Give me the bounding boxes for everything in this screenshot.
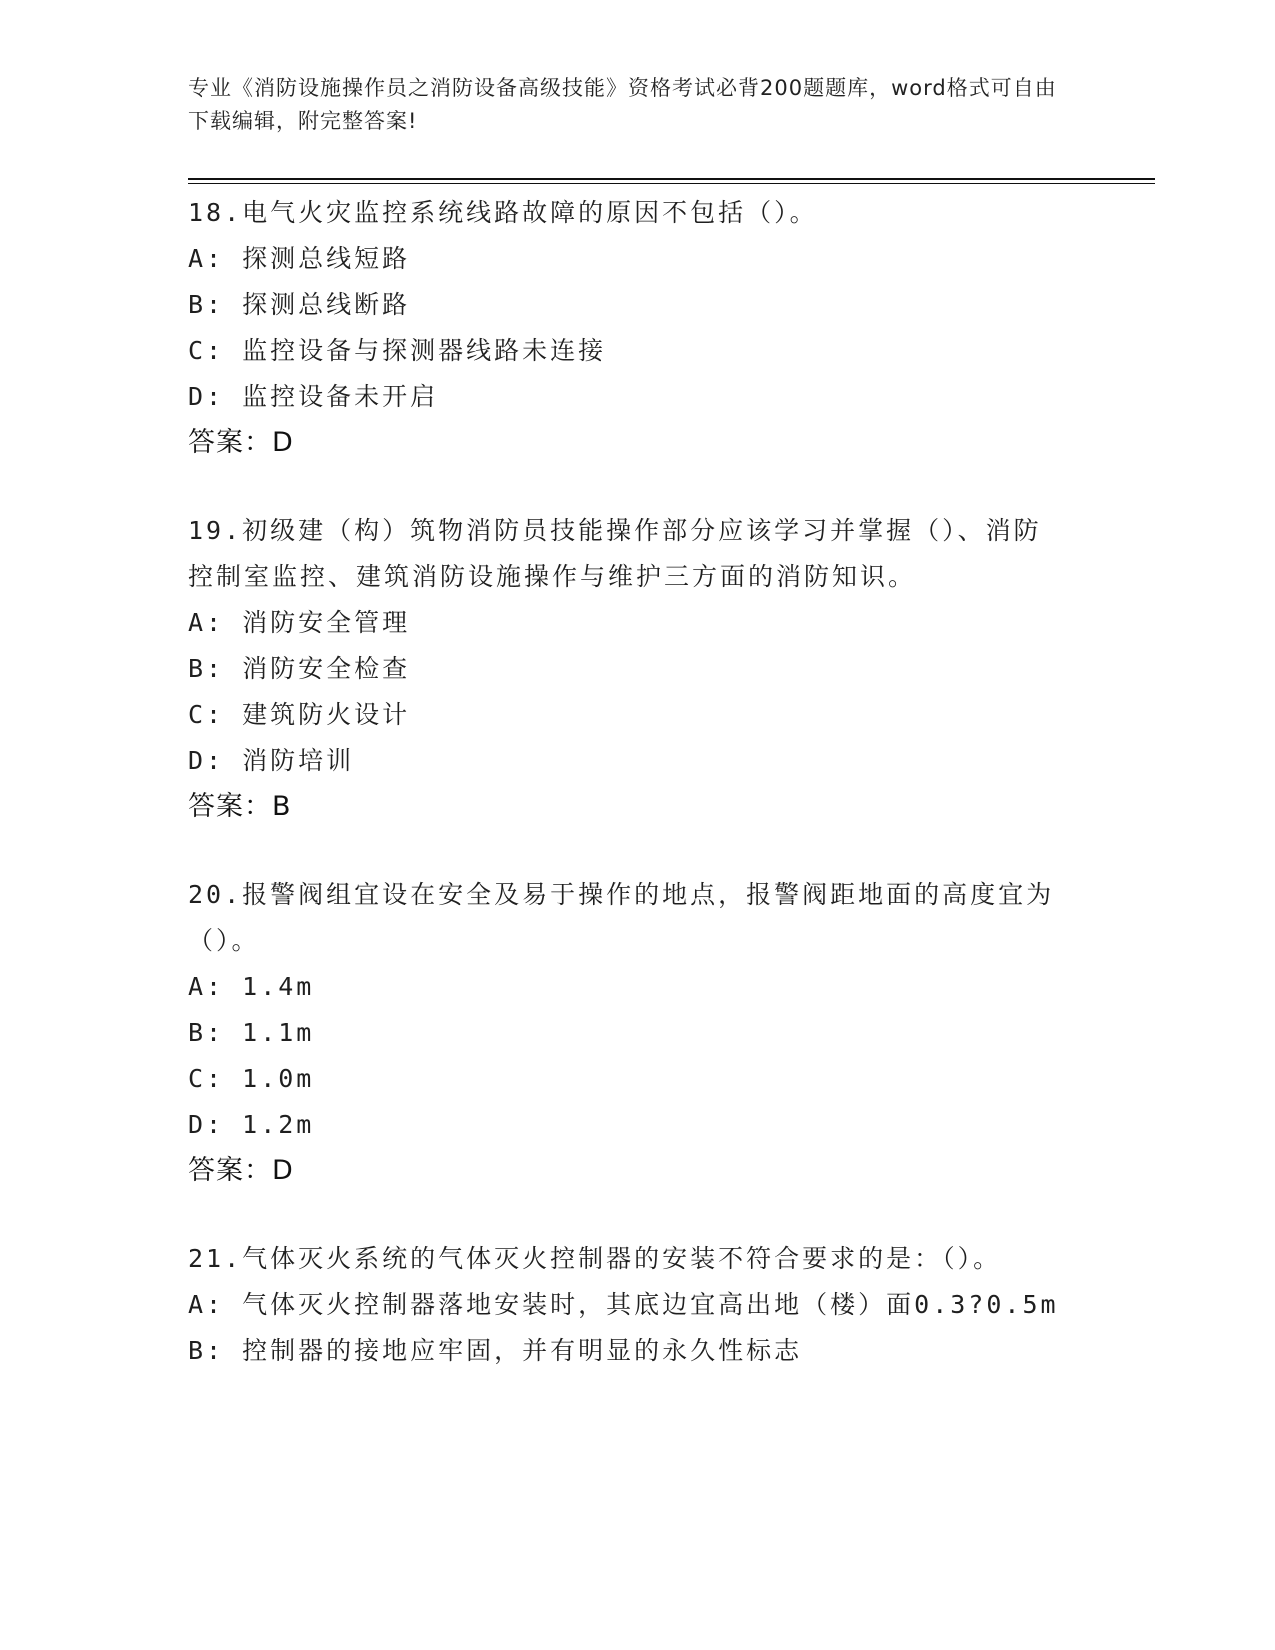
option-a: A: 1.4m [188, 972, 315, 1001]
question-stem: 21.气体灭火系统的气体灭火控制器的安装不符合要求的是：（）。 [188, 1244, 1002, 1273]
question-21 [188, 1236, 1088, 1374]
question-19 [188, 508, 1088, 830]
document-header: 专业《消防设施操作员之消防设备高级技能》资格考试必背200题题库，word格式可自由下载编辑，附完整答案! [188, 76, 1057, 133]
question-stem: 19.初级建（构）筑物消防员技能操作部分应该学习并掌握（）、消防控制室监控、建筑消防设施操作与维护三方面的消防知识。 [188, 516, 1042, 591]
answer-line: 答案：D [188, 1155, 294, 1186]
option-a: A: 气体灭火控制器落地安装时，其底边宜高出地（楼）面0.3?0.5m [188, 1290, 1059, 1319]
option-a: A: 探测总线短路 [188, 244, 411, 273]
question-stem: 20.报警阀组宜设在安全及易于操作的地点，报警阀距地面的高度宜为（）。 [188, 880, 1055, 955]
option-c: C: 1.0m [188, 1064, 315, 1093]
header-divider-thin [188, 183, 1155, 184]
answer-line: 答案：D [188, 427, 294, 458]
question-list [188, 190, 1088, 1416]
question-20 [188, 872, 1088, 1194]
option-b: B: 探测总线断路 [188, 290, 411, 319]
header-divider-thick [188, 178, 1155, 180]
option-d: D: 消防培训 [188, 746, 355, 775]
option-d: D: 监控设备未开启 [188, 382, 439, 411]
option-b: B: 消防安全检查 [188, 654, 411, 683]
option-c: C: 监控设备与探测器线路未连接 [188, 336, 607, 365]
option-b: B: 控制器的接地应牢固，并有明显的永久性标志 [188, 1336, 803, 1365]
option-a: A: 消防安全管理 [188, 608, 411, 637]
answer-line: 答案：B [188, 791, 292, 822]
option-d: D: 1.2m [188, 1110, 315, 1139]
question-18 [188, 190, 1088, 466]
option-c: C: 建筑防火设计 [188, 700, 411, 729]
question-stem: 18.电气火灾监控系统线路故障的原因不包括（）。 [188, 198, 818, 227]
option-b: B: 1.1m [188, 1018, 315, 1047]
